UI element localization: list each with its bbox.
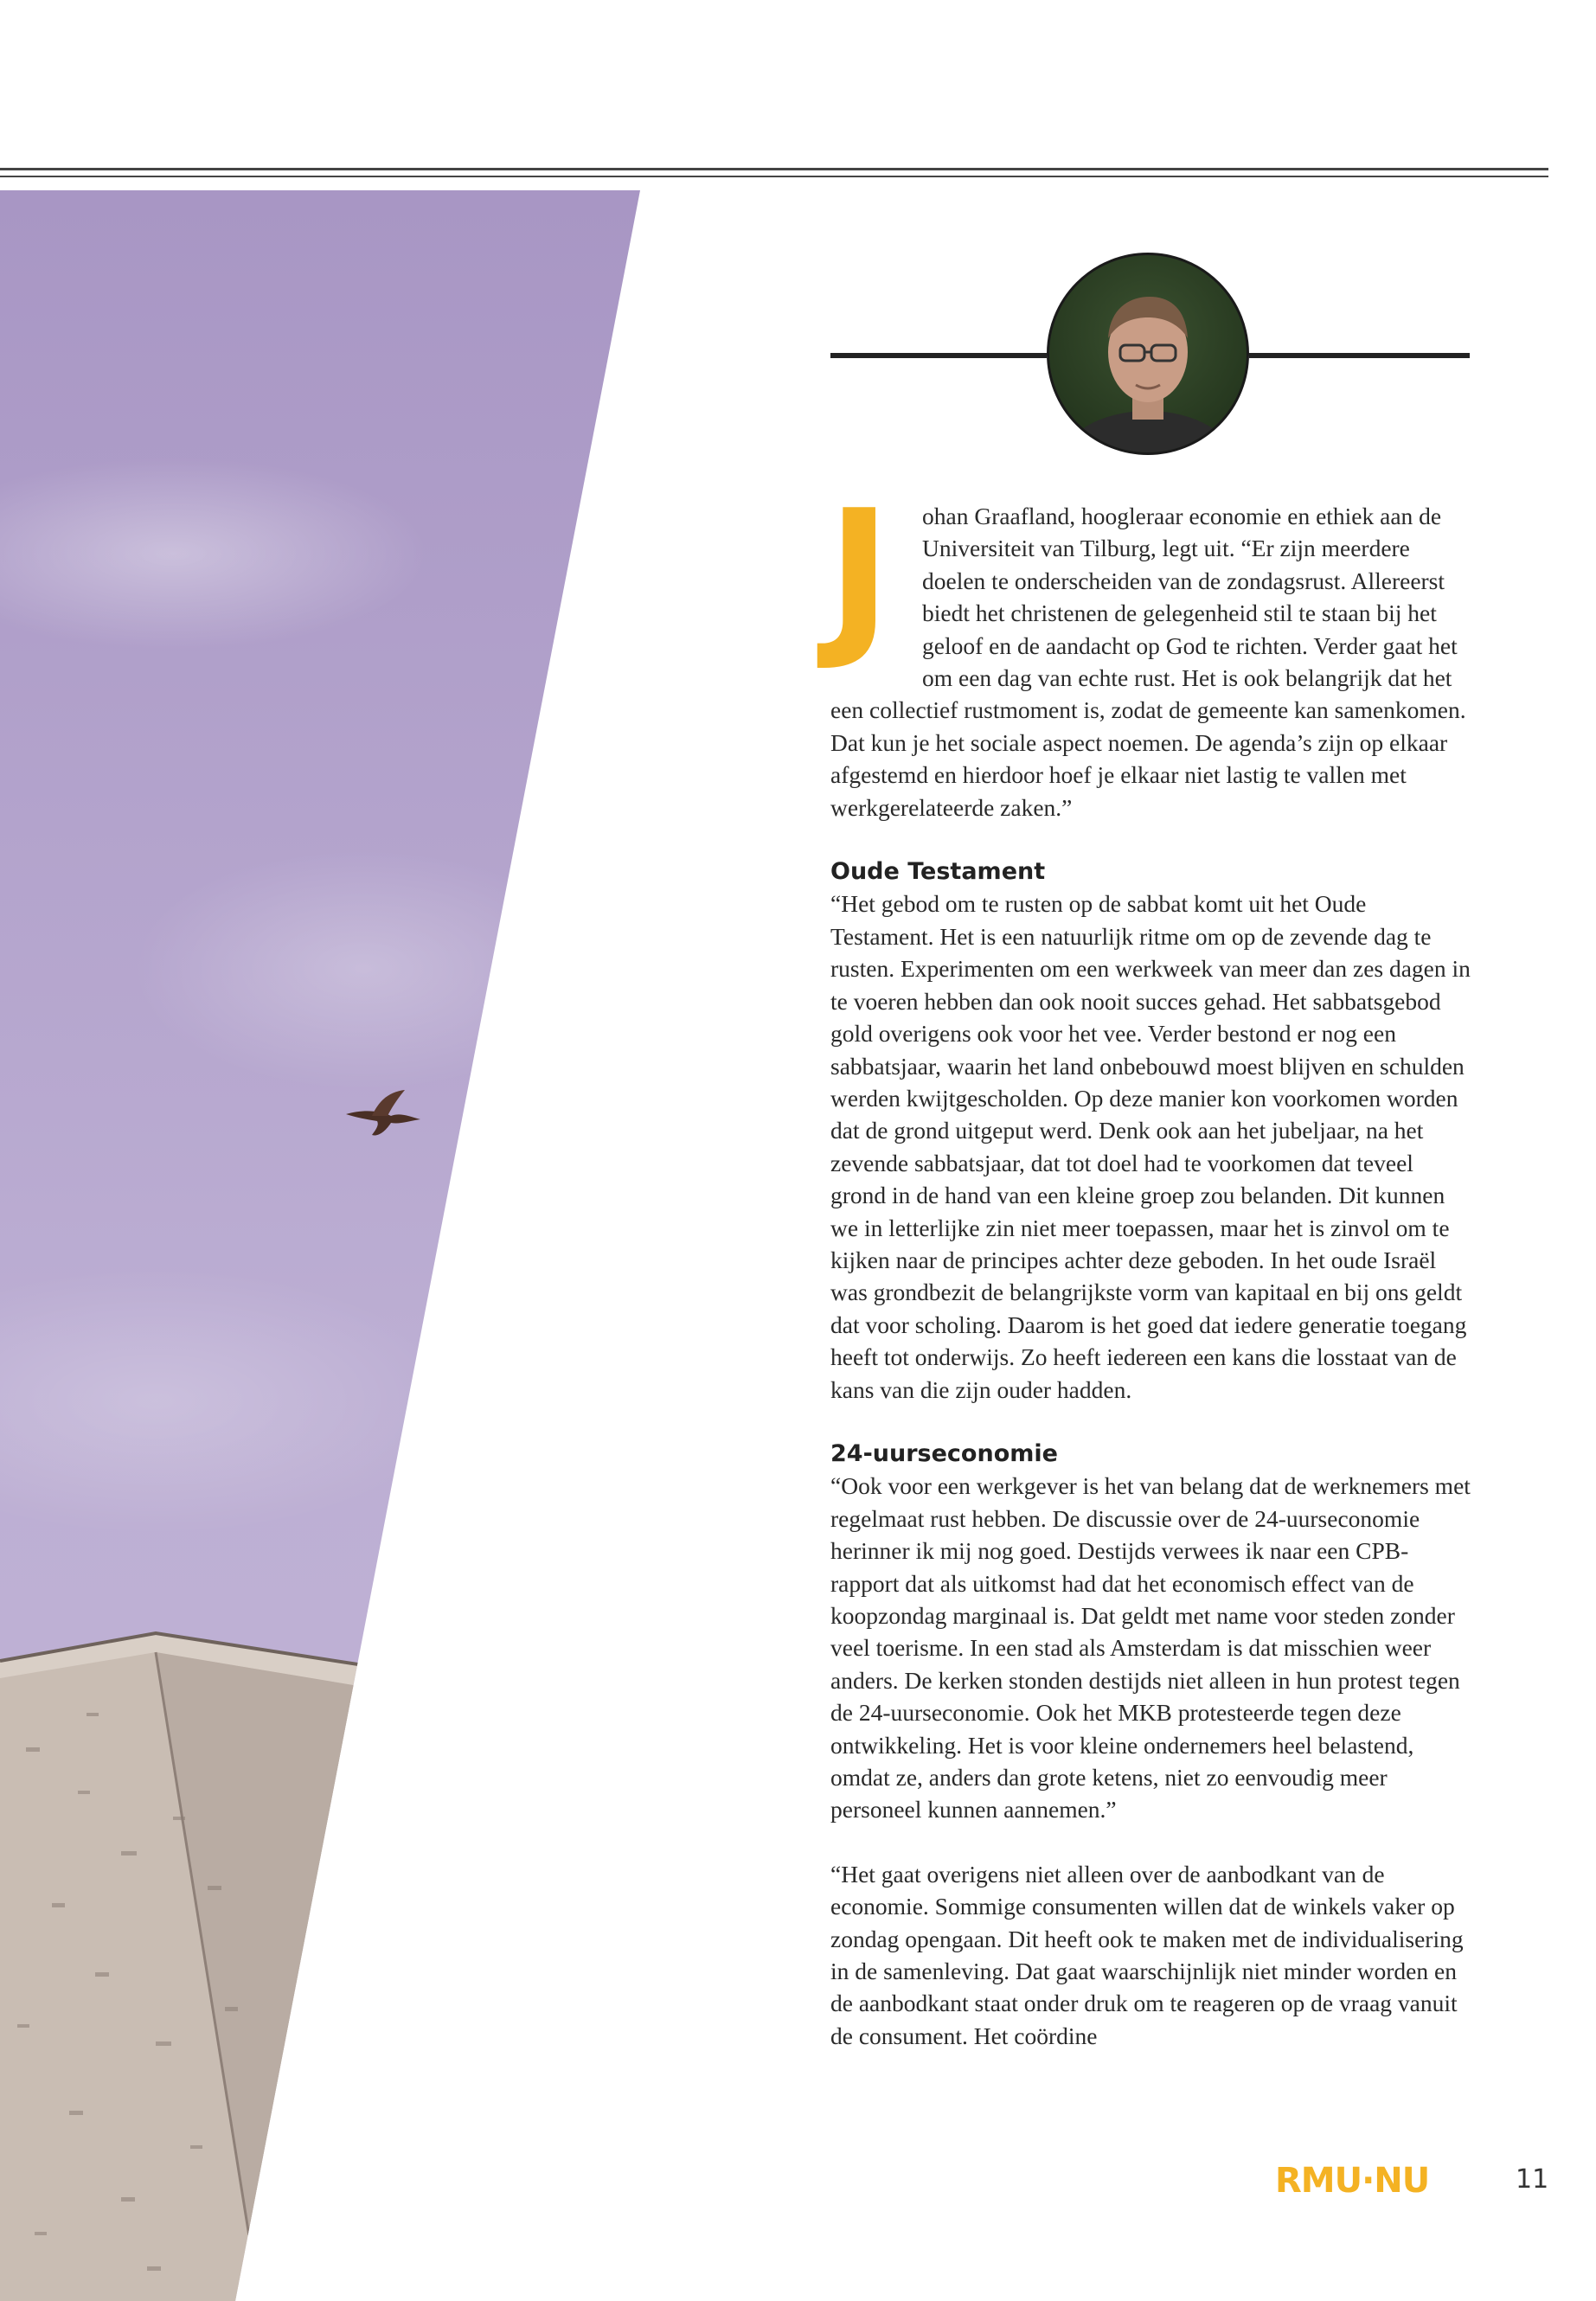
author-portrait [1047, 253, 1249, 455]
bird-icon [346, 1090, 420, 1135]
article-body [827, 473, 1471, 2084]
section-text-aanbodkant: “Het gaat overigens niet alleen over de aanbodkant van de economie. Sommige consumenten willen dat de winkels vaker op zondag opengaan. Dit heeft ook te maken met de individualisering in de samenleving. Dat gaat waarschijnlijk niet minder worden en de aanbodkant staat onder druk om te reageren op de vraag vanuit de consument. Het coördine [830, 1860, 1464, 2049]
sky-roof-photo [0, 190, 644, 2301]
top-rule-thin [0, 176, 1548, 177]
section-heading-oude-testament: Oude Testament [830, 858, 1046, 886]
top-rule [0, 168, 1548, 170]
portrait-rule-left [830, 353, 1047, 358]
page-number: 11 [1516, 2164, 1549, 2195]
rmu-nu-logo: RMU·NU [1275, 2161, 1430, 2201]
roof-shape [0, 1633, 363, 2301]
section-heading-24-uurseconomie: 24-uurseconomie [830, 1439, 1058, 1467]
lead-text: ohan Graafland, hoogleraar economie en ethiek aan de Universiteit van Tilburg, legt uit. “Er zijn meerdere doelen te onderscheiden van de zondagsrust. Allereerst biedt het christenen de gelegenheid stil te staan bij het geloof en de aandacht op God te richten. Verder gaat het om een dag van echte rust. Het is ook belangrijk dat het een collectief rustmoment is, zodat de gemeente kan samenkomen. Dat kun je het sociale aspect noemen. De agenda’s zijn op elkaar afgestemd en hierdoor hoef je elkaar niet lastig te vallen met werkgerelateerde zaken.” [830, 503, 1466, 821]
portrait-rule-right [1249, 353, 1470, 358]
lead-paragraph [827, 473, 1471, 824]
section-text-oude-testament: “Het gebod om te rusten op de sabbat komt uit het Oude Testament. Het is een natuurlijk ritme om op de zevende dag te rusten. Experimenten om een werkweek van meer dan zes dagen in te voeren hebben dan ook nooit succes gehad. Het sabbatsgebod gold overigens ook voor het vee. Verder bestond er nog een sabbatsjaar, waarin het land onbebouwd moest blijven en schulden werden kwijtgescholden. Op deze manier kon voorkomen worden dat de grond uitgeput werd. Denk ook aan het jubeljaar, na het zevende sabbatsjaar, dat tot doel had te voorkomen dat teveel grond in de hand van een kleine groep zou belanden. Dit kunnen we in letterlijke zin niet meer toepassen, maar het is zinvol om te kijken naar de principes achter deze geboden. In het oude Israël was grondbezit de belangrijkste vorm van kapitaal en bij ons geldt dat voor scholing. Daarom is het goed dat iedere generatie toegang heeft tot onderwijs. Zo heeft iedereen een kans die losstaat van de kans van die zijn ouder hadden. [830, 890, 1471, 1403]
section-text-24-uurseconomie: “Ook voor een werkgever is het van belang dat de werknemers met regelmaat rust hebben. De discussie over de 24-uurseconomie herinner ik mij nog goed. Destijds verwees ik naar een CPB-rapport dat als uitkomst had dat het economisch effect van de koopzondag marginaal is. Dat geldt met name voor steden zonder veel toerisme. In een stad als Amsterdam is dat misschien weer anders. De kerken stonden destijds niet alleen in hun protest tegen de 24-uurseconomie. Ook het MKB protesteerde tegen deze ontwikkeling. Het is voor kleine ondernemers heel belastend, omdat ze, anders dan grote ketens, niet zo eenvoudig meer personeel kunnen aannemen.” [830, 1472, 1471, 1823]
drop-cap: J [827, 473, 892, 675]
